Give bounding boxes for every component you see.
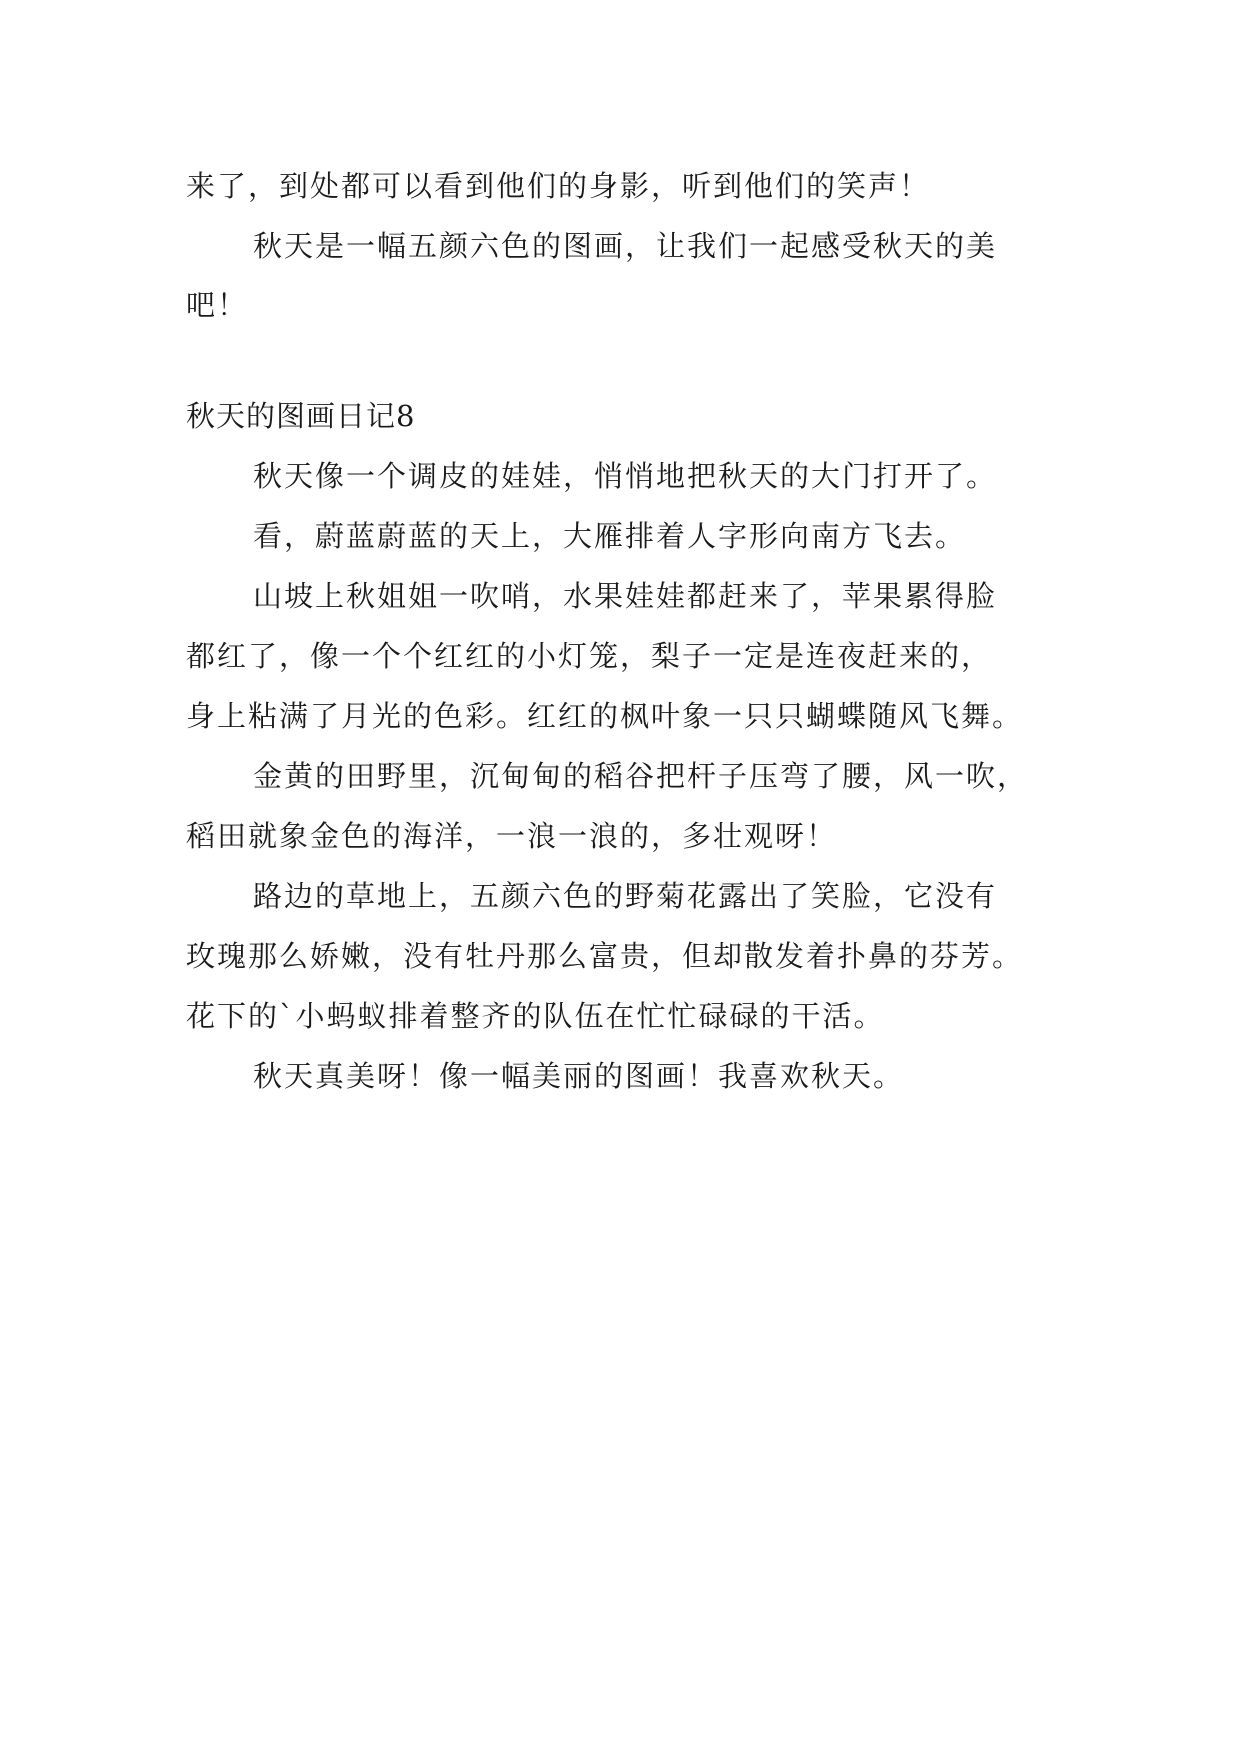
- entry-line-2: 看，蔚蓝蔚蓝的天上，大雁排着人字形向南方飞去。: [253, 519, 967, 553]
- entry-line-7: 稻田就象金色的海洋，一浪一浪的，多壮观呀！: [186, 819, 838, 853]
- entry-line-10: 花下的`小蚂蚁排着整齐的队伍在忙忙碌碌的干活。: [186, 999, 885, 1033]
- entry-line-6: 金黄的田野里，沉甸甸的稻谷把杆子压弯了腰，风一吹，: [253, 759, 1029, 793]
- entry-line-3: 山坡上秋姐姐一吹哨，水果娃娃都赶来了，苹果累得脸: [253, 579, 998, 613]
- entry-line-4: 都红了，像一个个红红的小灯笼，梨子一定是连夜赶来的，: [186, 639, 993, 673]
- entry-line-5: 身上粘满了月光的色彩。红红的枫叶象一只只蝴蝶随风飞舞。: [186, 699, 1024, 733]
- entry-line-8: 路边的草地上，五颜六色的野菊花露出了笑脸，它没有: [253, 879, 998, 913]
- entry-title: 秋天的图画日记8: [186, 399, 416, 433]
- intro-line-2: 秋天是一幅五颜六色的图画，让我们一起感受秋天的美: [253, 229, 998, 263]
- entry-line-9: 玫瑰那么娇嫩，没有牡丹那么富贵，但却散发着扑鼻的芬芳。: [186, 939, 1024, 973]
- entry-line-1: 秋天像一个调皮的娃娃，悄悄地把秋天的大门打开了。: [253, 459, 998, 493]
- intro-line-3: 吧！: [186, 288, 249, 322]
- intro-line-1: 来了，到处都可以看到他们的身影，听到他们的笑声！: [186, 169, 931, 203]
- entry-line-11: 秋天真美呀！像一幅美丽的图画！我喜欢秋天。: [253, 1059, 905, 1093]
